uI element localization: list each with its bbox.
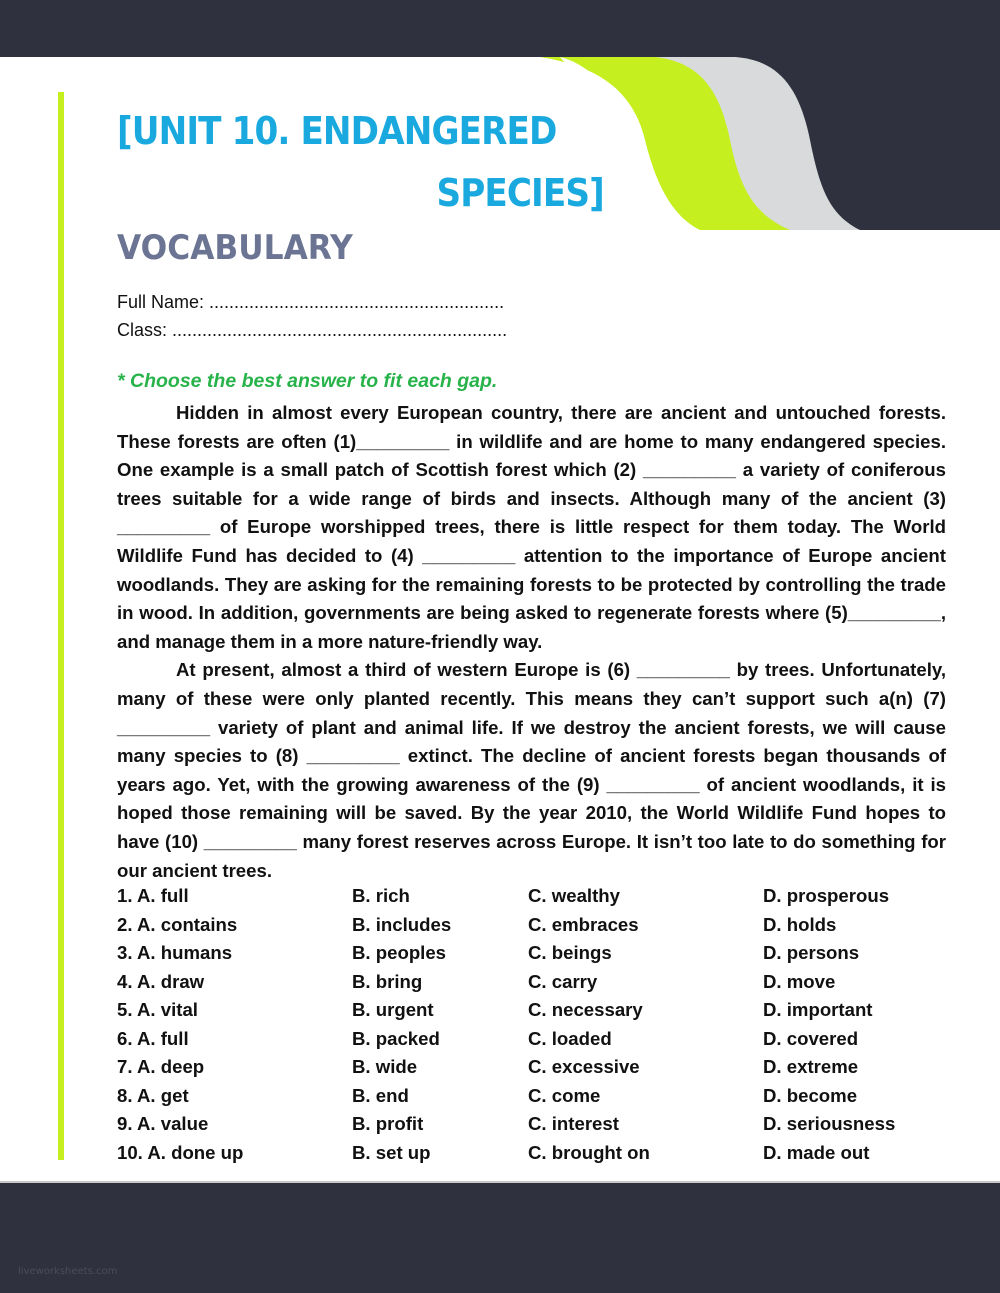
option-a[interactable]: 4. A. draw xyxy=(117,970,205,992)
option-c[interactable]: C. loaded xyxy=(528,1027,612,1049)
option-b[interactable]: B. peoples xyxy=(352,942,447,963)
option-a[interactable]: 3. A. humans xyxy=(117,942,233,963)
question-row xyxy=(117,939,947,968)
left-accent-bar xyxy=(58,92,64,1160)
question-row xyxy=(117,882,947,911)
option-a[interactable]: 7. A. deep xyxy=(117,1056,205,1077)
option-c[interactable]: C. excessive xyxy=(528,1056,640,1077)
option-c[interactable]: C. beings xyxy=(528,942,612,963)
option-c[interactable]: C. interest xyxy=(528,1113,619,1134)
option-c[interactable]: C. wealthy xyxy=(528,885,620,906)
option-d[interactable]: D. become xyxy=(763,1084,858,1106)
option-c[interactable]: C. embraces xyxy=(528,913,639,935)
option-c[interactable]: C. necessary xyxy=(528,999,643,1020)
question-row xyxy=(117,1025,947,1054)
option-c[interactable]: C. come xyxy=(528,1084,601,1106)
question-row xyxy=(117,1082,947,1111)
option-b[interactable]: B. end xyxy=(352,1084,409,1106)
option-d[interactable]: D. prosperous xyxy=(763,885,890,906)
section-heading: VOCABULARY xyxy=(117,228,353,268)
option-b[interactable]: B. rich xyxy=(352,885,410,906)
option-d[interactable]: D. move xyxy=(763,970,836,992)
option-b[interactable]: B. profit xyxy=(352,1113,424,1134)
option-b[interactable]: B. includes xyxy=(352,913,452,935)
option-d[interactable]: D. extreme xyxy=(763,1056,859,1077)
option-d[interactable]: D. persons xyxy=(763,942,860,963)
unit-title xyxy=(117,100,604,224)
option-d[interactable]: D. seriousness xyxy=(763,1113,896,1134)
question-row xyxy=(117,1053,947,1082)
passage-paragraph-2: At present, almost a third of western Europe is (6) _________ by trees. Unfortunately, many of these were only planted recently. This means they can’t support such a(n) (7) _________ variety of plant and animal life. If we destroy the ancient forests, we will cause many species to (8) _________ extinct. The decline of ancient forests began thousands of years ago. Yet, with the growing awareness of the (9) _________ of ancient woodlands, it is hoped those remaining will be saved. By the year 2010, the World Wildlife Fund hopes to have (10) _________ many forest reserves across Europe. It isn’t too late to do something for our ancient trees. xyxy=(117,659,946,881)
option-b[interactable]: B. urgent xyxy=(352,999,434,1020)
option-a[interactable]: 9. A. value xyxy=(117,1113,209,1134)
class-field[interactable]: Class: ................................................................... xyxy=(117,320,508,340)
bottom-dark-band xyxy=(0,1181,1000,1293)
reading-passage xyxy=(117,399,946,885)
question-row xyxy=(117,1110,947,1139)
option-a[interactable]: 1. A. full xyxy=(117,885,189,906)
option-a[interactable]: 10. A. done up xyxy=(117,1141,244,1163)
passage-paragraph-1: Hidden in almost every European country, there are ancient and untouched forests. These forests are often (1)_________ in wildlife and are home to many endangered species. One example is a small patch of Scottish forest which (2) _________ a variety of coniferous trees suitable for a wide range of birds and insects. Although many of the ancient (3) _________ of Europe worshipped trees, there is little respect for them today. The World Wildlife Fund has decided to (4) _________ attention to the importance of Europe ancient woodlands. They are asking for the remaining forests to be protected by controlling the trade in wood. In addition, governments are being asked to regenerate forests where (5)_________, and manage them in a more nature-friendly way. xyxy=(117,402,946,652)
question-row xyxy=(117,968,947,997)
question-row xyxy=(117,911,947,940)
option-d[interactable]: D. holds xyxy=(763,913,837,935)
option-b[interactable]: B. set up xyxy=(352,1141,431,1163)
option-a[interactable]: 5. A. vital xyxy=(117,999,198,1020)
option-a[interactable]: 8. A. get xyxy=(117,1084,189,1106)
instruction-text: * Choose the best answer to fit each gap. xyxy=(117,370,498,392)
question-row xyxy=(117,996,947,1025)
option-d[interactable]: D. important xyxy=(763,999,873,1020)
option-b[interactable]: B. bring xyxy=(352,970,423,992)
option-c[interactable]: C. brought on xyxy=(528,1141,650,1163)
option-b[interactable]: B. wide xyxy=(352,1056,418,1077)
title-line-2: SPECIES] xyxy=(436,171,604,215)
option-d[interactable]: D. covered xyxy=(763,1027,859,1049)
question-row xyxy=(117,1139,947,1168)
option-a[interactable]: 2. A. contains xyxy=(117,913,238,935)
option-a[interactable]: 6. A. full xyxy=(117,1027,189,1049)
option-d[interactable]: D. made out xyxy=(763,1141,870,1163)
option-c[interactable]: C. carry xyxy=(528,970,598,992)
title-line-1: [UNIT 10. ENDANGERED xyxy=(117,109,557,153)
option-b[interactable]: B. packed xyxy=(352,1027,440,1049)
watermark: liveworksheets.com xyxy=(18,1266,118,1277)
answer-options xyxy=(117,882,947,1167)
full-name-field[interactable]: Full Name: ........................................................... xyxy=(117,292,505,312)
